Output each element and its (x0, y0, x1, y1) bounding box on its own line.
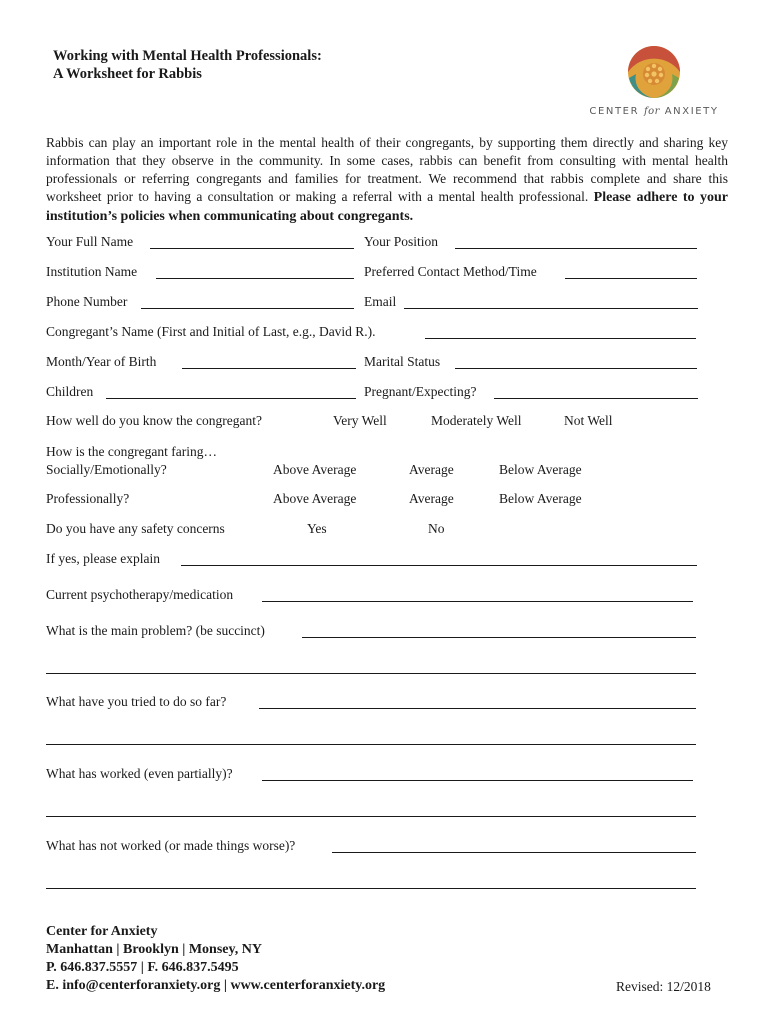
know-question: How well do you know the congregant? (46, 413, 262, 428)
email-label: Email (364, 294, 397, 309)
therapy-label: Current psychotherapy/medication (46, 587, 234, 602)
tried-field-line-2[interactable] (46, 744, 696, 745)
position-label: Your Position (364, 234, 439, 249)
congregant-name-field[interactable] (425, 338, 696, 339)
birth-label: Month/Year of Birth (46, 354, 157, 369)
title-line-1: Working with Mental Health Professionals: (53, 48, 322, 64)
main-problem-field-line-2[interactable] (46, 673, 696, 674)
intro-text: Rabbis can play an important role in the mental health of their congregants, by supporting them directly and sharing key information that they observe in the community. In some cases, rabbis can benefit from consulting with mental health professionals or referring congregants and families for treatment. We recommend that rabbis complete and share this worksheet prior to having a consultation or making a referral with a mental health professional. (46, 135, 728, 204)
logo-wordmark: CENTER for ANXIETY (589, 106, 719, 117)
professional-option-below-average[interactable]: Below Average (499, 491, 582, 506)
children-field[interactable] (106, 398, 356, 399)
know-option-not-well[interactable]: Not Well (564, 413, 613, 428)
safety-option-yes[interactable]: Yes (307, 521, 327, 536)
center-for-anxiety-logo (588, 44, 720, 124)
footer-contact-block (46, 923, 385, 995)
full-name-field[interactable] (150, 248, 354, 249)
pregnant-label: Pregnant/Expecting? (364, 384, 477, 399)
contact-method-label: Preferred Contact Method/Time (364, 264, 537, 279)
congregant-name-label: Congregant’s Name (First and Initial of Last, e.g., David R.). (46, 324, 376, 339)
tried-field[interactable] (259, 708, 696, 709)
phone-field[interactable] (141, 308, 354, 309)
social-label: Socially/Emotionally? (46, 462, 167, 477)
safety-explain-label: If yes, please explain (46, 551, 160, 566)
contact-method-field[interactable] (565, 278, 697, 279)
birth-field[interactable] (182, 368, 356, 369)
revised-date: Revised: 12/2018 (616, 979, 711, 994)
not-worked-field-line-2[interactable] (46, 888, 696, 889)
position-field[interactable] (455, 248, 697, 249)
title-line-2: A Worksheet for Rabbis (53, 66, 202, 82)
social-option-average[interactable]: Average (409, 462, 454, 477)
professional-option-average[interactable]: Average (409, 491, 454, 506)
institution-label: Institution Name (46, 264, 138, 279)
document-title (53, 47, 322, 83)
safety-question: Do you have any safety concerns (46, 521, 225, 536)
social-option-below-average[interactable]: Below Average (499, 462, 582, 477)
institution-field[interactable] (156, 278, 354, 279)
worked-label: What has worked (even partially)? (46, 766, 233, 781)
marital-field[interactable] (455, 368, 697, 369)
worked-field[interactable] (262, 780, 693, 781)
tried-label: What have you tried to do so far? (46, 694, 227, 709)
marital-label: Marital Status (364, 354, 441, 369)
safety-explain-field[interactable] (181, 565, 697, 566)
pregnant-field[interactable] (494, 398, 698, 399)
children-label: Children (46, 384, 94, 399)
logo-mark-icon (588, 44, 720, 104)
main-problem-label: What is the main problem? (be succinct) (46, 623, 265, 638)
know-option-very-well[interactable]: Very Well (333, 413, 387, 428)
professional-label: Professionally? (46, 491, 130, 506)
therapy-field[interactable] (262, 601, 693, 602)
social-option-above-average[interactable]: Above Average (273, 462, 357, 477)
intro-emphasis: Please adhere to your institution’s policies when communicating about congregants. (46, 190, 729, 224)
professional-option-above-average[interactable]: Above Average (273, 491, 357, 506)
footer-contact-links[interactable]: E. info@centerforanxiety.org | www.centerforanxiety.org (46, 978, 386, 993)
faring-question: How is the congregant faring… (46, 444, 217, 459)
phone-label: Phone Number (46, 294, 128, 309)
email-field[interactable] (404, 308, 698, 309)
footer-org-name: Center for Anxiety (46, 924, 158, 939)
intro-paragraph (46, 134, 728, 226)
full-name-label: Your Full Name (46, 234, 134, 249)
worked-field-line-2[interactable] (46, 816, 696, 817)
main-problem-field[interactable] (302, 637, 696, 638)
safety-option-no[interactable]: No (428, 521, 445, 536)
know-option-moderately-well[interactable]: Moderately Well (431, 413, 522, 428)
footer-phones: P. 646.837.5557 | F. 646.837.5495 (46, 960, 239, 975)
not-worked-field[interactable] (332, 852, 696, 853)
footer-locations: Manhattan | Brooklyn | Monsey, NY (46, 942, 262, 957)
not-worked-label: What has not worked (or made things worse)? (46, 838, 296, 853)
